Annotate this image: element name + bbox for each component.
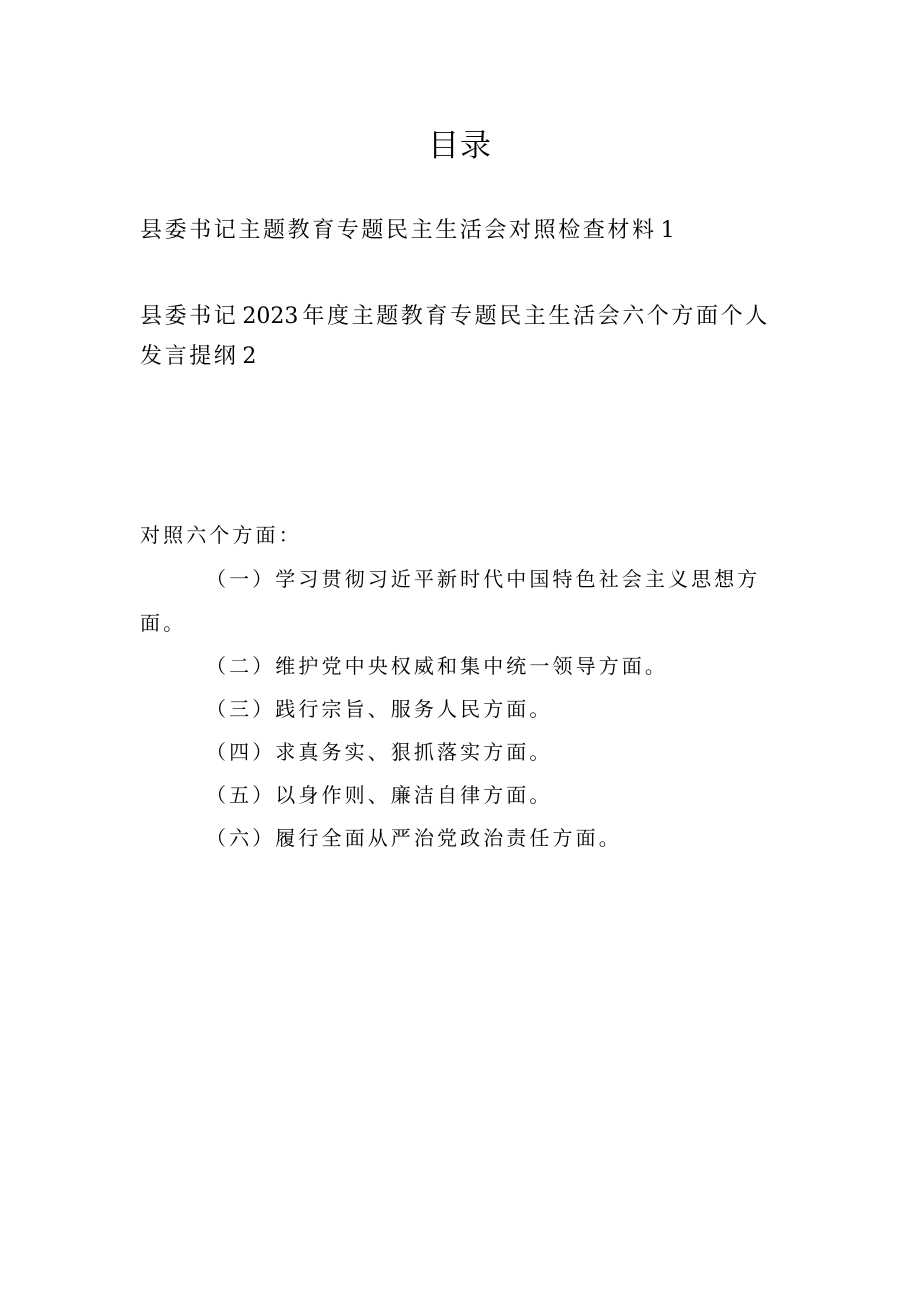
toc-entry-2-year: 2023 <box>242 304 299 329</box>
aspect-item-4: （四）求真务实、狠抓落实方面。 <box>206 740 553 764</box>
toc-entry-2[interactable] <box>140 297 790 377</box>
toc-entry-2-text-b: 年度主题教育专题民主生活会六个方面个人发言提纲 <box>140 304 770 369</box>
aspect-item-1: （一）学习贯彻习近平新时代中国特色社会主义思想方面。 <box>140 567 761 635</box>
aspect-item-2: （二）维护党中央权威和集中统一领导方面。 <box>206 654 668 678</box>
toc-entry-2-page: 2 <box>242 344 257 369</box>
toc-entry-1[interactable] <box>140 211 790 251</box>
aspects-list <box>140 557 775 860</box>
toc-entry-1-page: 1 <box>660 218 675 243</box>
aspect-item-5: （五）以身作则、廉洁自律方面。 <box>206 783 553 807</box>
toc-entry-2-text-a: 县委书记 <box>140 304 239 329</box>
aspect-item-3: （三）践行宗旨、服务人民方面。 <box>206 697 553 721</box>
page-title: 目录 <box>428 128 492 164</box>
aspects-intro: 对照六个方面： <box>140 523 302 547</box>
toc-entry-1-text: 县委书记主题教育专题民主生活会对照检查材料 <box>140 218 657 243</box>
aspect-item-6: （六）履行全面从严治党政治责任方面。 <box>206 826 622 850</box>
